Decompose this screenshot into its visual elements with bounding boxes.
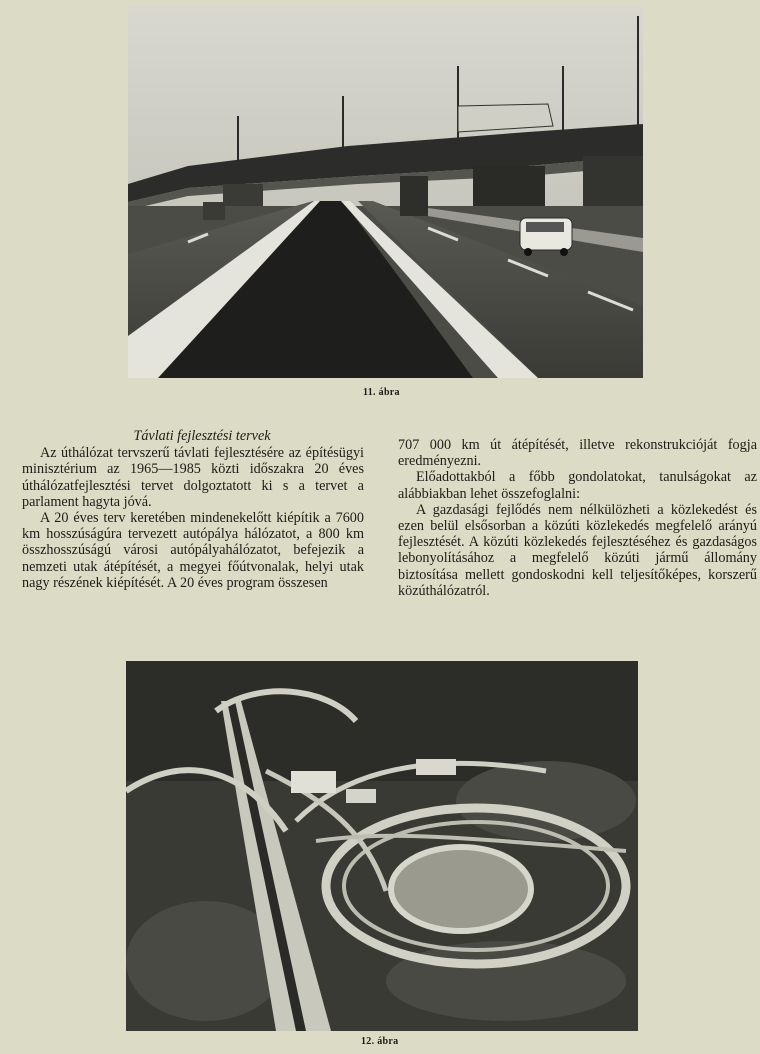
paragraph: Előadottakból a főbb gondolatokat, tanulságokat az alábbiakban lehet összefoglalni: [398, 469, 757, 502]
interchange-aerial-image [126, 661, 638, 1031]
section-heading: Távlati fejlesztési tervek [133, 428, 271, 444]
figure-12-caption: 12. ábra [361, 1036, 399, 1047]
text-column-right [398, 437, 757, 599]
text-column-left [22, 428, 364, 591]
figure-11-photo [128, 6, 643, 378]
figure-11-caption: 11. ábra [363, 387, 400, 398]
paragraph: A gazdasági fejlődés nem nélkülözheti a közlekedést és ezen belül elsősorban a közúti közlekedés megfelelő arányú fejlesztését. A közúti közlekedés fejlesztéséhez és gazdaságos lebonyolításához a megfelelő közúti jármű állomány biztosítása mellett gondoskodni kell teljesítőképes, korszerű közúthálózatról. [398, 501, 757, 599]
paragraph: 707 000 km út átépítését, illetve rekonstrukcióját fogja eredményezni. [398, 437, 757, 470]
highway-overpass-image [128, 6, 643, 378]
figure-12-photo [126, 661, 638, 1031]
paragraph: Az úthálózat tervszerű távlati fejlesztésére az építésügyi minisztérium az 1965—1985 közti időszakra 20 éves úthálózatfejlesztési tervet dolgoztatott ki s a tervet a parlament hagyta jóvá. [22, 445, 364, 510]
paragraph: A 20 éves terv keretében mindenekelőtt kiépítik a 7600 km hosszúságúra tervezett autópálya hálózatot, a 800 km összhosszúságú városi autópályahálózatot, befejezik a nemzeti utak átépítését, a megyei főútvonalak, helyi utak nagy részének kiépítését. A 20 éves program összesen [22, 510, 364, 591]
